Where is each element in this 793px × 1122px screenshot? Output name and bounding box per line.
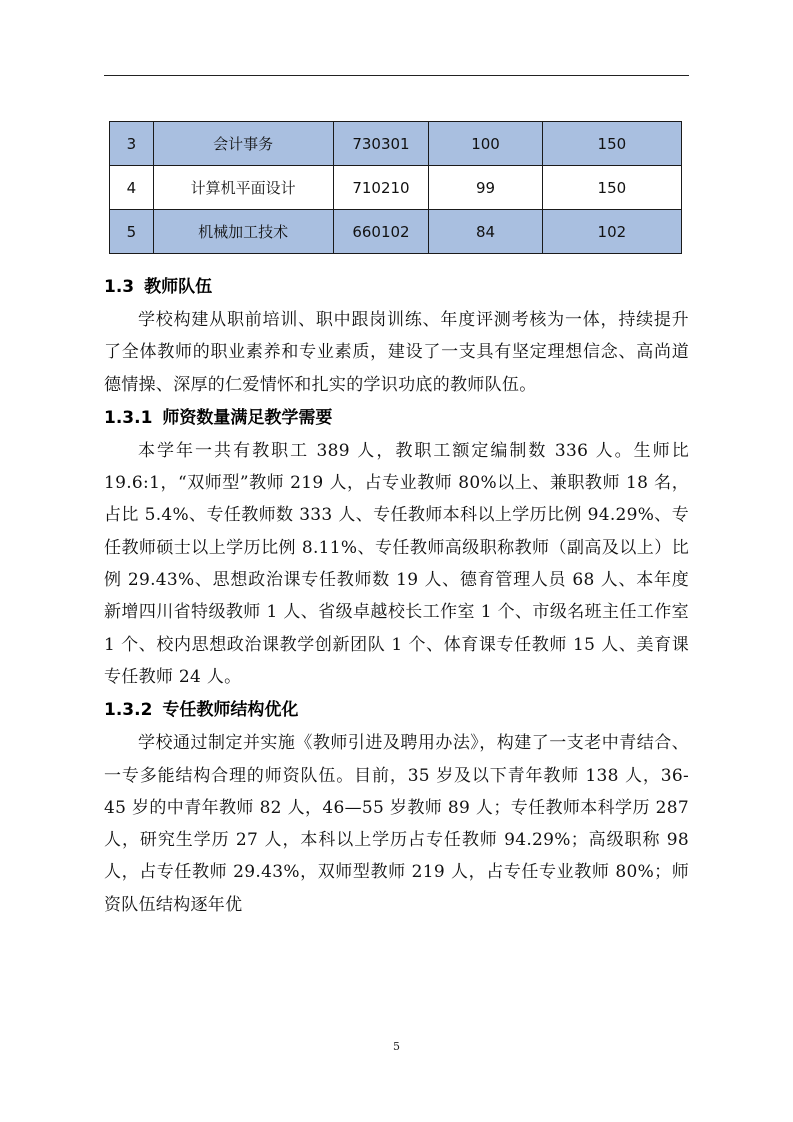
major-code: 730301 (333, 122, 429, 166)
value-a: 99 (429, 166, 542, 210)
section-heading (104, 401, 689, 435)
section-number: 1.3 (104, 277, 135, 297)
value-a: 100 (429, 122, 542, 166)
row-number: 4 (110, 166, 154, 210)
major-name: 机械加工技术 (153, 210, 333, 254)
section-title: 师资数量满足教学需要 (162, 407, 333, 428)
major-name: 会计事务 (153, 122, 333, 166)
major-code: 660102 (333, 210, 429, 254)
section-heading (104, 270, 689, 304)
table-row (110, 122, 682, 166)
header-rule (104, 75, 689, 76)
section-paragraph: 学校通过制定并实施《教师引进及聘用办法》，构建了一支老中青结合、一专多能结构合理的师资队伍。目前，35 岁及以下青年教师 138 人，36-45 岁的中青年教师 82 人，46—55 岁教师 89 人；专任教师本科学历 287 人，研究生学历 27 人，本科以上学历占专任教师 94.29%；高级职称 98 人，占专任教师 29.43%，双师型教师 219 人，占专任专业教师 80%；师资队伍结构逐年优 (104, 733, 689, 915)
row-number: 5 (110, 210, 154, 254)
row-number: 3 (110, 122, 154, 166)
majors-table (109, 121, 682, 254)
section-paragraph: 本学年一共有教职工 389 人，教职工额定编制数 336 人。生师比 19.6:1，“双师型”教师 219 人，占专业教师 80%以上、兼职教师 18 名，占比 5.4%、专任教师数 333 人、专任教师本科以上学历比例 94.29%、专任教师硕士以上学历比例 8.11%、专任教师高级职称教师（副高及以上）比例 29.43%、思想政治课专任教师数 19 人、德育管理人员 68 人、本年度新增四川省特级教师 1 人、省级卓越校长工作室 1 个、市级名班主任工作室 1 个、校内思想政治课教学创新团队 1 个、体育课专任教师 15 人、美育课专任教师 24 人。 (104, 440, 689, 687)
value-b: 150 (542, 166, 681, 210)
major-name: 计算机平面设计 (153, 166, 333, 210)
section-paragraph: 学校构建从职前培训、职中跟岗训练、年度评测考核为一体，持续提升了全体教师的职业素养和专业素质，建设了一支具有坚定理想信念、高尚道德情操、深厚的仁爱情怀和扎实的学识功底的教师队伍。 (104, 310, 689, 395)
table-row (110, 210, 682, 254)
section-heading (104, 693, 689, 727)
section-number: 1.3.2 (104, 700, 153, 721)
section-title: 教师队伍 (144, 277, 213, 297)
section-title: 专任教师结构优化 (162, 700, 299, 721)
table-row (110, 166, 682, 210)
value-b: 102 (542, 210, 681, 254)
page-number: 5 (393, 1040, 400, 1053)
value-b: 150 (542, 122, 681, 166)
value-a: 84 (429, 210, 542, 254)
main-content (104, 270, 689, 921)
section-number: 1.3.1 (104, 407, 153, 428)
major-code: 710210 (333, 166, 429, 210)
